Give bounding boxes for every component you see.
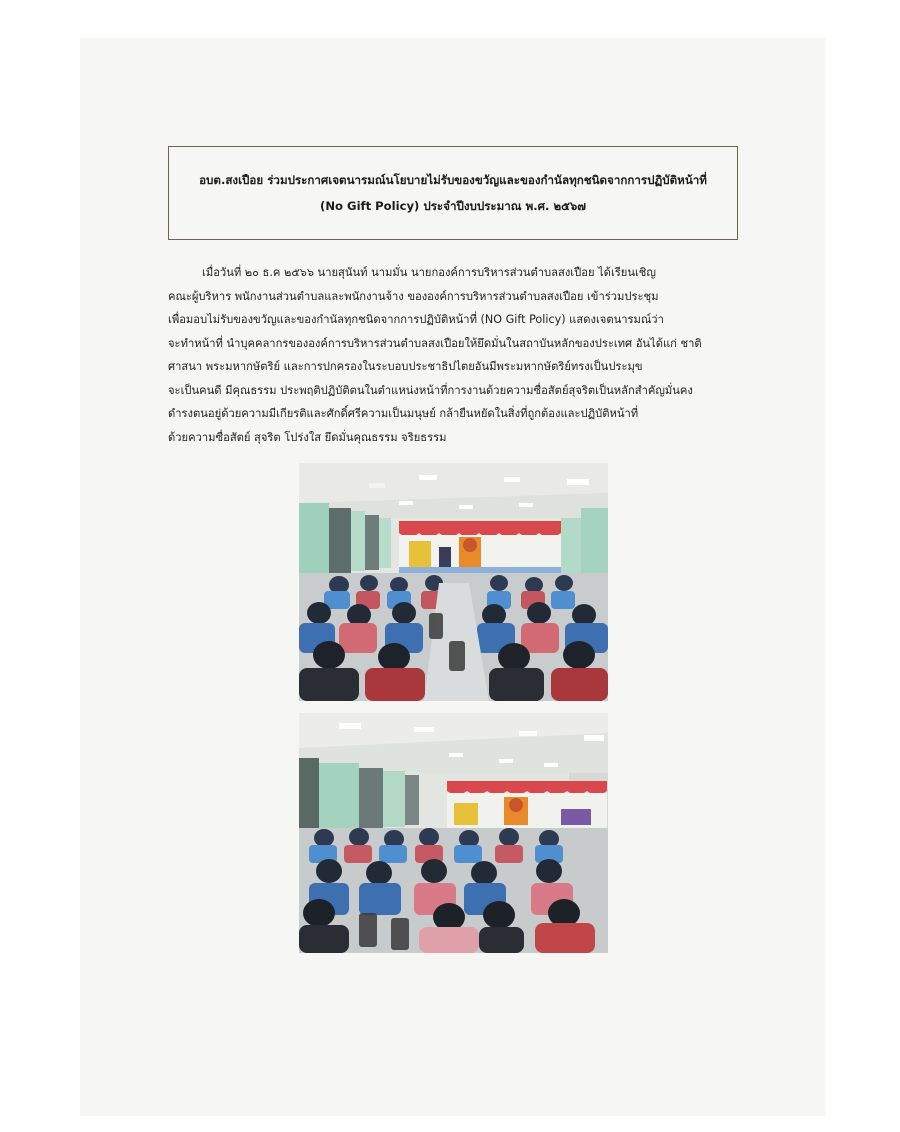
paragraph-line-4: จะทำหน้าที่ นำบุคคลากรขององค์การบริหารส่วนตำบลสงเปือยให้ยึดมั่นในสถาบันหลักของประเทศ อันได้แก่ ชาติ — [168, 336, 702, 350]
paragraph-line-6: จะเป็นคนดี มีคุณธรรม ประพฤติปฏิบัติตนในตำแหน่งหน้าที่การงานด้วยความซื่อสัตย์สุจริตเป็นหลักสำคัญมั่นคง — [168, 383, 693, 397]
paragraph-line-1: เมื่อวันที่ ๒๐ ธ.ค ๒๕๖๖ นายสุนันท์ นามมั่น นายกองค์การบริหารส่วนตำบลสงเปือย ได้เรียนเชิญ — [202, 266, 656, 279]
paragraph-line-5: ศาสนา พระมหากษัตริย์ และการปกครองในระบอบประชาธิปไตยอันมีพระมหากษัตริย์ทรงเป็นประมุข — [168, 360, 643, 373]
document-body-paragraph — [168, 261, 743, 449]
paragraph-line-8: ด้วยความซื่อสัตย์ สุจริต โปร่งใส ยึดมั่นคุณธรรม จริยธรรม — [168, 430, 447, 444]
paragraph-line-3: เพื่อมอบไม่รับของขวัญและของกำนัลทุกชนิดจากการปฏิบัติหน้าที่ (NO Gift Policy) แสดงเจตนารมณ์ว่า — [168, 313, 664, 326]
document-title-line-1: อบต.สงเปือย ร่วมประกาศเจตนารมณ์นโยบายไม่รับของขวัญและของกำนัลทุกชนิดจากการปฏิบัติหน้าที่ — [199, 173, 707, 187]
meeting-photo-2 — [299, 713, 608, 953]
paragraph-line-7: ดำรงตนอยู่ด้วยความมีเกียรติและศักดิ์ศรีความเป็นมนุษย์ กล้ายืนหยัดในสิ่งที่ถูกต้องและปฏิบัติหน้าที่ — [168, 407, 639, 420]
document-title-line-2: (No Gift Policy) ประจำปีงบประมาณ พ.ศ. ๒๕๖๗ — [320, 199, 586, 213]
document-title-box — [168, 146, 738, 240]
meeting-photo-1 — [299, 463, 608, 701]
paragraph-line-2: คณะผู้บริหาร พนักงานส่วนตำบลและพนักงานจ้าง ขององค์การบริหารส่วนตำบลสงเปือย เข้าร่วมประชุม — [168, 289, 659, 303]
